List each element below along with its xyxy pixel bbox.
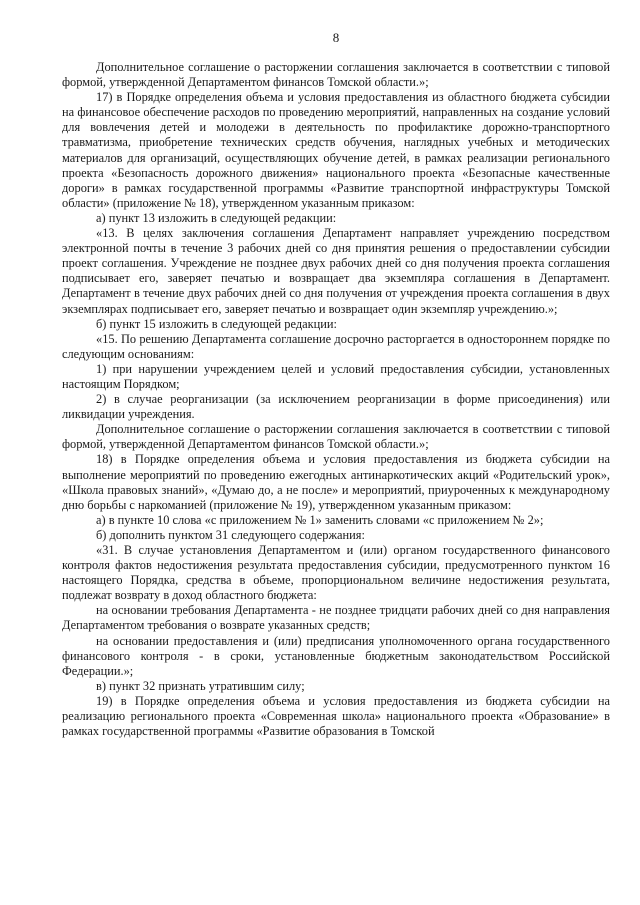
paragraph: 1) при нарушении учреждением целей и условий предоставления субсидии, установленных настоящим Порядком; (62, 361, 610, 391)
paragraph: 17) в Порядке определения объема и условия предоставления из областного бюджета субсидии на финансовое обеспечение расходов по проведению мероприятий, направленных на создание условий для вовлечения детей и молодежи в деятельность по профилактике дорожно-транспортного травматизма, приобретение технических средств обучения, наглядных учебных и методических материалов для организаций, осуществляющих обучение детей, в рамках реализации регионального проекта «Безопасность дорожного движения» национального проекта «Безопасные качественные дороги» в рамках государственной программы «Развитие транспортной инфраструктуры Томской области» (приложение № 18), утвержденном указанным приказом: (62, 90, 610, 210)
document-body (62, 60, 610, 739)
paragraph: а) в пункте 10 слова «с приложением № 1» заменить словами «с приложением № 2»; (96, 512, 544, 527)
paragraph: 19) в Порядке определения объема и условия предоставления из бюджета субсидии на реализацию регионального проекта «Современная школа» национального проекта «Образование» в рамках государственной программы «Развитие образования в Томской (62, 693, 610, 739)
paragraph: 18) в Порядке определения объема и условия предоставления из бюджета субсидии на выполнение мероприятий по проведению ежегодных антинаркотических акций «Родительский урок», «Школа правовых знаний», «Думаю до, а не после» и мероприятий, приуроченных к международному дню борьбы с наркоманией (приложение № 19), утвержденном указанным приказом: (62, 452, 610, 512)
paragraph: «13. В целях заключения соглашения Департамент направляет учреждению посредством электронной почты в течение 3 рабочих дней со дня принятия решения о предоставлении субсидии проект соглашения. Учреждение не позднее двух рабочих дней со дня получения проекта соглашения подписывает его, заверяет печатью и возвращает два экземпляра соглашения в Департамент. Департамент в течение двух рабочих дней со дня получения от учреждения проекта соглашения в двух экземплярах подписывает его, заверяет печатью и возвращает один экземпляр учреждению.»; (62, 226, 610, 316)
paragraph: на основании предоставления и (или) предписания уполномоченного органа государственного финансового контроля - в сроки, установленные бюджетным законодательством Российской Федерации.»; (62, 633, 610, 678)
paragraph: Дополнительное соглашение о расторжении соглашения заключается в соответствии с типовой формой, утвержденной Департаментом финансов Томской области.»; (62, 60, 610, 90)
paragraph: Дополнительное соглашение о расторжении соглашения заключается в соответствии с типовой формой, утвержденной Департаментом финансов Томской области.»; (62, 422, 610, 452)
paragraph: «31. В случае установления Департаментом и (или) органом государственного финансового контроля фактов недостижения результата предоставления субсидии, предусмотренного пунктом 16 настоящего Порядка, средства в объеме, пропорциональном величине недостижения результата, подлежат возврату в доход областного бюджета: (62, 543, 610, 603)
paragraph: б) дополнить пунктом 31 следующего содержания: (96, 527, 365, 542)
paragraph: на основании требования Департамента - не позднее тридцати рабочих дней со дня направления Департаментом требования о возврате указанных средств; (62, 603, 610, 633)
paragraph: в) пункт 32 признать утратившим силу; (96, 678, 305, 693)
paragraph: 2) в случае реорганизации (за исключением реорганизации в форме присоединения) или ликвидации учреждения. (62, 392, 610, 422)
paragraph: а) пункт 13 изложить в следующей редакции: (96, 210, 337, 225)
paragraph: «15. По решению Департамента соглашение досрочно расторгается в одностороннем порядке по следующим основаниям: (62, 331, 610, 361)
page-number: 8 (332, 30, 340, 45)
paragraph: б) пункт 15 изложить в следующей редакции: (96, 316, 337, 331)
